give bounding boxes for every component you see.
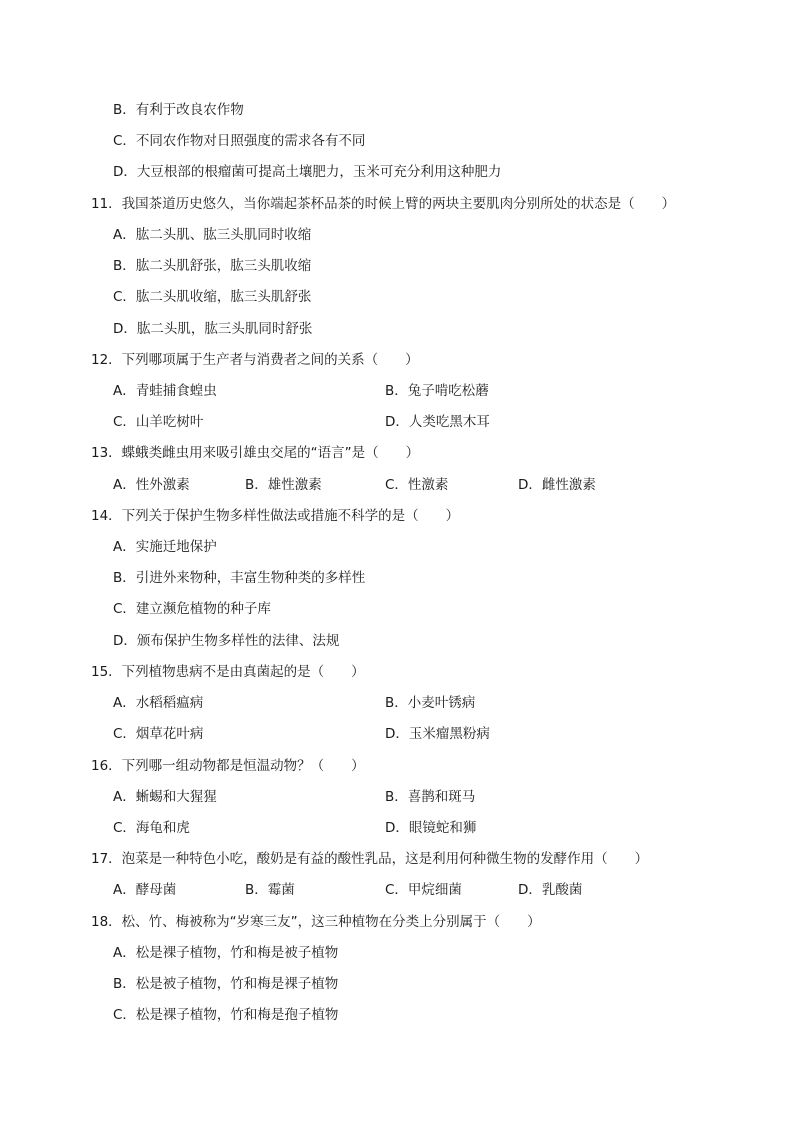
question-18: 18．松、竹、梅被称为“岁寒三友”，这三种植物在分类上分别属于（ ） [91, 914, 541, 930]
q16-option-b: B．喜鹊和斑马 [385, 789, 476, 805]
q16-option-c: C．海龟和虎 [113, 820, 190, 836]
q15-option-b: B．小麦叶锈病 [385, 695, 476, 711]
question-11: 11．我国茶道历史悠久，当你端起茶杯品茶的时候上臂的两块主要肌肉分别所处的状态是（ ） [91, 196, 676, 212]
q16-option-d: D．眼镜蛇和狮 [385, 820, 477, 836]
q14-option-d: D．颁布保护生物多样性的法律、法规 [113, 633, 340, 649]
q15-row-1 [113, 693, 476, 713]
q14-option-b: B．引进外来物种，丰富生物种类的多样性 [113, 570, 366, 586]
option-c: C．不同农作物对日照强度的需求各有不同 [113, 133, 366, 149]
q13-option-c: C．性激素 [385, 477, 449, 493]
q17-option-b: B．霉菌 [245, 882, 295, 898]
q17-option-a: A．酵母菌 [113, 882, 177, 898]
option-d: D．大豆根部的根瘤菌可提高土壤肥力，玉米可充分利用这种肥力 [113, 164, 502, 180]
q11-option-a: A．肱二头肌、肱三头肌同时收缩 [113, 227, 312, 243]
q13-row [113, 475, 596, 495]
q14-option-a: A．实施迁地保护 [113, 539, 217, 555]
option-b: B．有利于改良农作物 [113, 102, 244, 118]
q18-option-b: B．松是被子植物，竹和梅是裸子植物 [113, 976, 339, 992]
q15-option-c: C．烟草花叶病 [113, 726, 204, 742]
q12-option-c: C．山羊吃树叶 [113, 414, 204, 430]
q12-row-1 [113, 381, 489, 401]
question-12: 12．下列哪项属于生产者与消费者之间的关系（ ） [91, 352, 419, 368]
q11-option-d: D．肱二头肌，肱三头肌同时舒张 [113, 321, 313, 337]
q12-row-2 [113, 412, 490, 432]
q13-option-b: B．雄性激素 [245, 477, 322, 493]
question-13: 13．蝶蛾类雌虫用来吸引雄虫交尾的“语言”是（ ） [91, 445, 420, 461]
q12-option-a: A．青蛙捕食蝗虫 [113, 383, 217, 399]
q17-option-d: D．乳酸菌 [518, 882, 583, 898]
q15-option-d: D．玉米瘤黑粉病 [385, 726, 490, 742]
q11-option-b: B．肱二头肌舒张，肱三头肌收缩 [113, 258, 312, 274]
q15-option-a: A．水稻稻瘟病 [113, 695, 204, 711]
q16-row-2 [113, 818, 477, 838]
q16-row-1 [113, 787, 476, 807]
question-17: 17．泡菜是一种特色小吃，酸奶是有益的酸性乳品，这是利用何种微生物的发酵作用（ ） [91, 851, 649, 867]
q17-option-c: C．甲烷细菌 [385, 882, 462, 898]
question-15: 15．下列植物患病不是由真菌起的是（ ） [91, 664, 365, 680]
q18-option-a: A．松是裸子植物，竹和梅是被子植物 [113, 945, 339, 961]
question-16: 16．下列哪一组动物都是恒温动物？（ ） [91, 758, 365, 774]
q17-row [113, 880, 583, 900]
q15-row-2 [113, 724, 490, 744]
q12-option-d: D．人类吃黑木耳 [385, 414, 490, 430]
q16-option-a: A．蜥蜴和大猩猩 [113, 789, 217, 805]
question-14: 14．下列关于保护生物多样性做法或措施不科学的是（ ） [91, 508, 460, 524]
q13-option-d: D．雌性激素 [518, 477, 596, 493]
q14-option-c: C．建立濒危植物的种子库 [113, 601, 271, 617]
q13-option-a: A．性外激素 [113, 477, 190, 493]
q12-option-b: B．兔子啃吃松蘑 [385, 383, 489, 399]
q18-option-c: C．松是裸子植物，竹和梅是孢子植物 [113, 1007, 339, 1023]
q11-option-c: C．肱二头肌收缩，肱三头肌舒张 [113, 289, 312, 305]
